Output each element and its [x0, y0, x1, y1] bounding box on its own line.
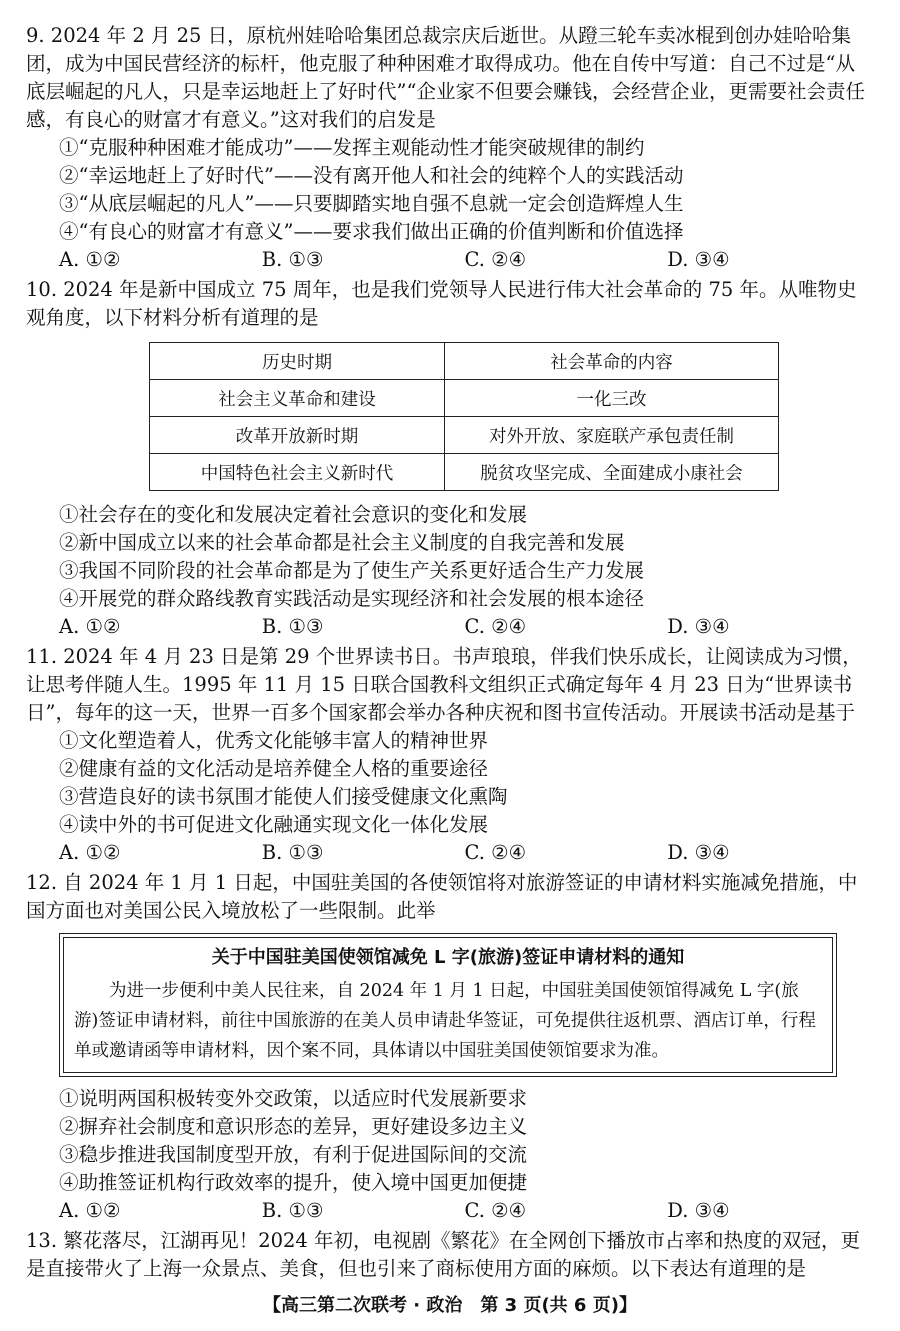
option-d: D. ③④	[667, 1199, 730, 1222]
option-d: D. ③④	[667, 841, 730, 864]
option-d: D. ③④	[667, 615, 730, 638]
option-c: C. ②④	[464, 1199, 527, 1222]
statement-2: ②摒弃社会制度和意识形态的差异，更好建设多边主义	[59, 1115, 528, 1138]
table-cell: 一化三改	[445, 380, 779, 417]
table-cell: 脱贫攻坚完成、全面建成小康社会	[445, 454, 779, 491]
table-row	[150, 417, 779, 454]
option-b: B. ①③	[261, 615, 324, 638]
question-12-stem: 12. 自 2024 年 1 月 1 日起，中国驻美国的各使领馆将对旅游签证的申请材料实施减免措施，中国方面也对美国公民入境放松了一些限制。此举	[26, 871, 858, 922]
options	[59, 1197, 870, 1225]
option-a: A. ①②	[59, 841, 121, 864]
notice-title: 关于中国驻美国使领馆减免 L 字(旅游)签证申请材料的通知	[211, 947, 685, 968]
statement-2: ②健康有益的文化活动是培养健全人格的重要途径	[59, 757, 489, 780]
option-c: C. ②④	[464, 615, 527, 638]
statement-2: ②“幸运地赶上了好时代”——没有离开他人和社会的纯粹个人的实践活动	[59, 164, 684, 187]
statement-1: ①“克服种种困难才能成功”——发挥主观能动性才能突破规律的制约	[59, 136, 645, 159]
option-b: B. ①③	[261, 248, 324, 271]
statement-2: ②新中国成立以来的社会革命都是社会主义制度的自我完善和发展	[59, 531, 625, 554]
table-cell: 改革开放新时期	[150, 417, 445, 454]
statement-1: ①说明两国积极转变外交政策，以适应时代发展新要求	[59, 1087, 528, 1110]
statement-4: ④“有良心的财富才有意义”——要求我们做出正确的价值判断和价值选择	[59, 220, 684, 243]
notice-body: 为进一步便利中美人民往来，自 2024 年 1 月 1 日起，中国驻美国使领馆得减免 L 字(旅游)签证申请材料，前往中国旅游的在美人员申请赴华签证，可免提供往返机票、酒店订单，行程单或邀请函等申请材料，因个案不同，具体请以中国驻美国使领馆要求为准。	[74, 981, 816, 1061]
table-cell: 对外开放、家庭联产承包责任制	[445, 417, 779, 454]
option-d: D. ③④	[667, 248, 730, 271]
question-13	[26, 1227, 870, 1283]
statement-3: ③营造良好的读书氛围才能使人们接受健康文化熏陶	[59, 785, 508, 808]
option-b: B. ①③	[261, 841, 324, 864]
table-header: 历史时期	[150, 343, 445, 380]
question-9-stem: 9. 2024 年 2 月 25 日，原杭州娃哈哈集团总裁宗庆后逝世。从蹬三轮车卖冰棍到创办娃哈哈集团，成为中国民营经济的标杆，他克服了种种困难才取得成功。他在自传中写道：自己不过是“从底层崛起的凡人，只是幸运地赶上了好时代”“企业家不但要会赚钱，会经营企业，更需要社会责任感，有良心的财富才有意义。”这对我们的启发是	[26, 24, 865, 131]
statement-3: ③“从底层崛起的凡人”——只要脚踏实地自强不息就一定会创造辉煌人生	[59, 192, 684, 215]
table-cell: 社会主义革命和建设	[150, 380, 445, 417]
table-row	[150, 454, 779, 491]
table-cell: 中国特色社会主义新时代	[150, 454, 445, 491]
table-row	[150, 380, 779, 417]
statement-3: ③我国不同阶段的社会革命都是为了使生产关系更好适合生产力发展	[59, 559, 645, 582]
option-c: C. ②④	[464, 248, 527, 271]
options	[59, 246, 870, 274]
option-b: B. ①③	[261, 1199, 324, 1222]
option-a: A. ①②	[59, 615, 121, 638]
statement-3: ③稳步推进我国制度型开放，有利于促进国际间的交流	[59, 1143, 528, 1166]
question-13-stem: 13. 繁花落尽，江湖再见！2024 年初，电视剧《繁花》在全网创下播放市占率和热度的双冠，更是直接带火了上海一众景点、美食，但也引来了商标使用方面的麻烦。以下表达有道理的是	[26, 1229, 861, 1280]
options	[59, 613, 870, 641]
question-10	[26, 276, 870, 641]
statement-4: ④开展党的群众路线教育实践活动是实现经济和社会发展的根本途径	[59, 587, 645, 610]
question-11	[26, 643, 870, 867]
statement-1: ①社会存在的变化和发展决定着社会意识的变化和发展	[59, 503, 528, 526]
question-11-stem: 11. 2024 年 4 月 23 日是第 29 个世界读书日。书声琅琅，伴我们快乐成长，让阅读成为习惯，让思考伴随人生。1995 年 11 月 15 日联合国教科文组织正式确定每年 4 月 23 日为“世界读书日”，每年的这一天，世界一百多个国家都会举办各种庆祝和图书宣传活动。开展读书活动是基于	[26, 645, 862, 724]
table-header-row	[150, 343, 779, 380]
statement-1: ①文化塑造着人，优秀文化能够丰富人的精神世界	[59, 729, 489, 752]
statement-4: ④助推签证机构行政效率的提升，使入境中国更加便捷	[59, 1171, 528, 1194]
option-a: A. ①②	[59, 1199, 121, 1222]
question-12	[26, 869, 870, 1225]
option-c: C. ②④	[464, 841, 527, 864]
statement-4: ④读中外的书可促进文化融通实现文化一体化发展	[59, 813, 489, 836]
visa-notice-box	[59, 933, 837, 1077]
history-table	[149, 342, 779, 491]
question-9	[26, 22, 870, 274]
question-10-stem: 10. 2024 年是新中国成立 75 周年，也是我们党领导人民进行伟大社会革命的 75 年。从唯物史观角度，以下材料分析有道理的是	[26, 278, 857, 329]
options	[59, 839, 870, 867]
table-header: 社会革命的内容	[445, 343, 779, 380]
page-footer: 【高三第二次联考 · 政治 第 3 页(共 6 页)】	[263, 1295, 637, 1316]
option-a: A. ①②	[59, 248, 121, 271]
